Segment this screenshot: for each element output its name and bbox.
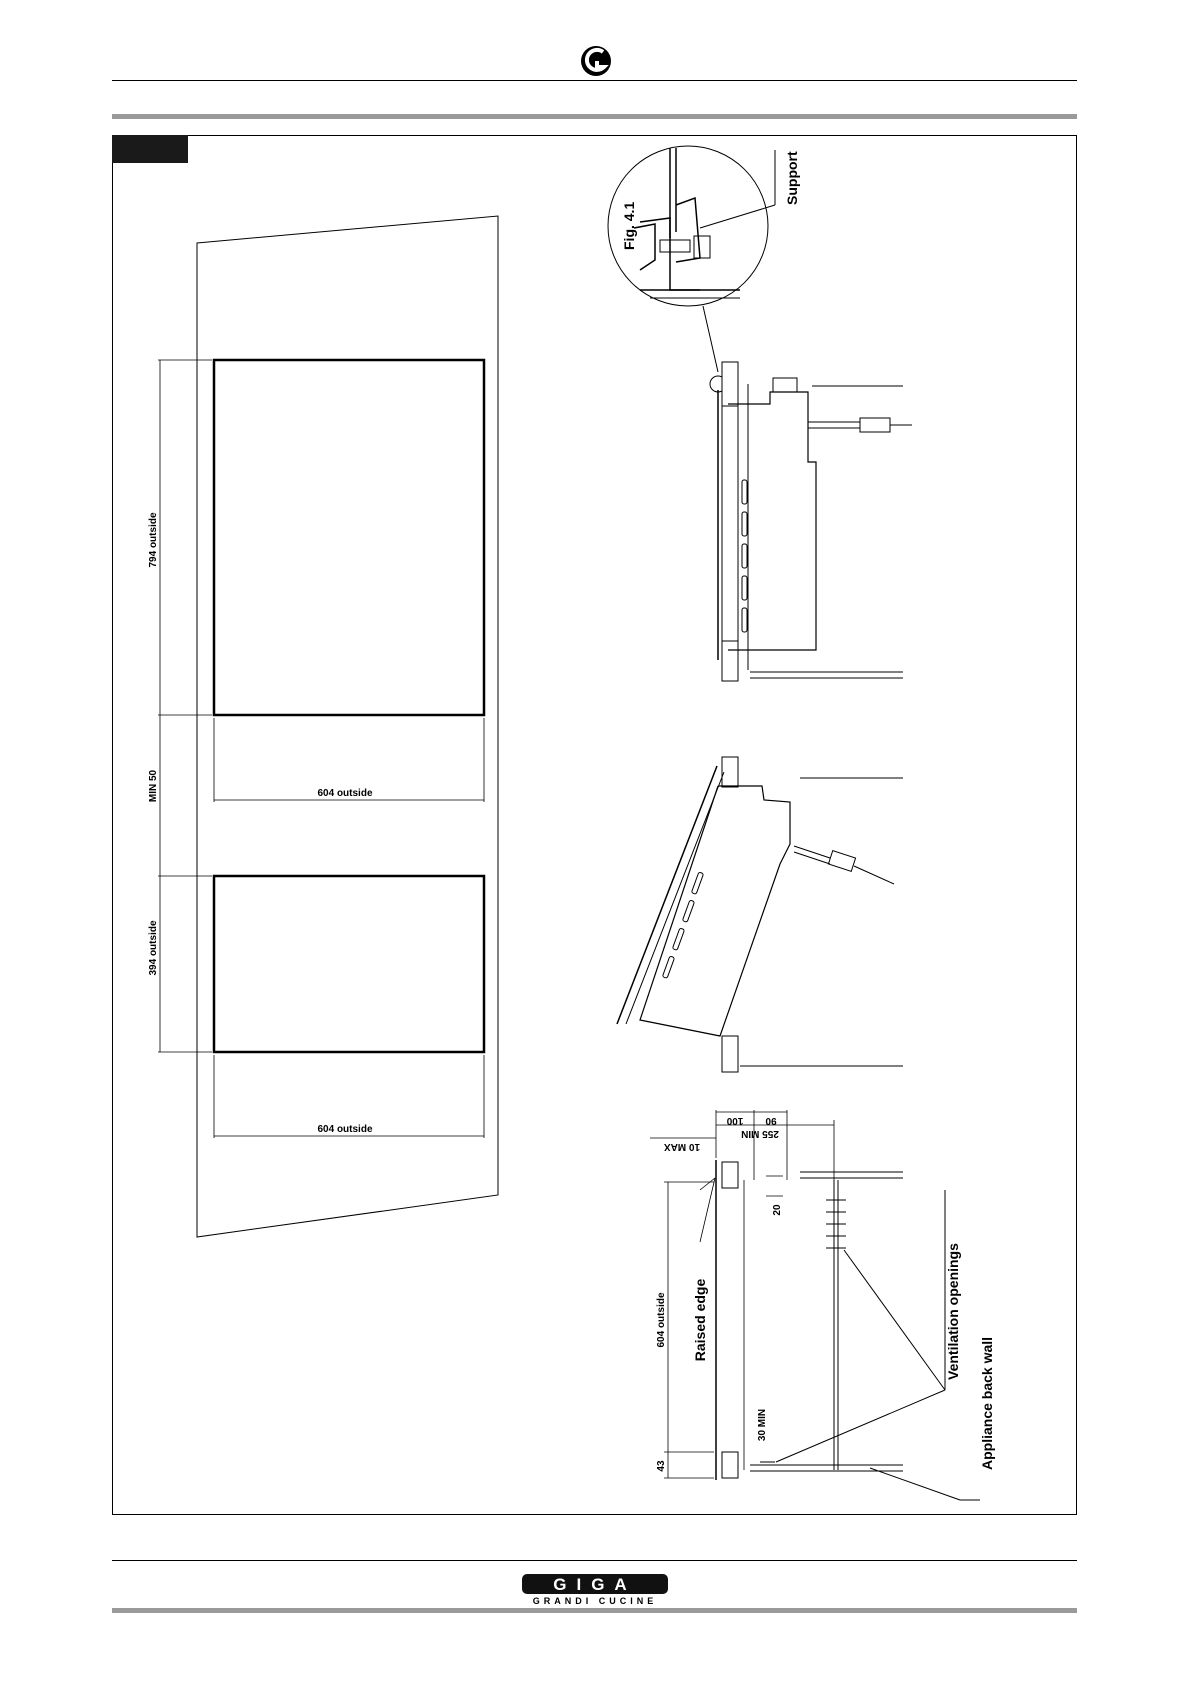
giga-logo-icon bbox=[520, 1572, 670, 1596]
cutout-2 bbox=[214, 876, 484, 1052]
dim-30-min-label: 30 MIN bbox=[757, 1408, 768, 1442]
wall-panel bbox=[197, 216, 498, 1237]
cutout-1-height-label: 794 outside bbox=[148, 512, 159, 568]
dim-100-label: 100 bbox=[726, 1115, 744, 1126]
dim-43-label: 43 bbox=[656, 1460, 667, 1472]
fig-label: Fig. 4.1 bbox=[621, 201, 637, 250]
brand-subtitle: GRANDI CUCINE bbox=[532, 1596, 658, 1606]
appliance-view-1 bbox=[718, 362, 912, 681]
dim-90-label: 90 bbox=[765, 1115, 777, 1126]
detail-support-drawing bbox=[634, 148, 740, 298]
dim-10-max-label: 10 MAX bbox=[663, 1141, 701, 1152]
footer-rule-thick bbox=[112, 1608, 1077, 1613]
dim-20-label: 20 bbox=[772, 1204, 783, 1216]
raised-edge-label: Raised edge bbox=[692, 1278, 708, 1362]
cutout-1 bbox=[214, 360, 484, 715]
appliance-view-2 bbox=[617, 757, 903, 1072]
cutout-2-height-label: 394 outside bbox=[148, 920, 159, 976]
footer-rule bbox=[112, 1560, 1077, 1561]
dim-255-min-label: 255 MIN bbox=[741, 1128, 779, 1139]
support-label: Support bbox=[784, 151, 800, 205]
gap-label: MIN 50 bbox=[148, 769, 159, 803]
dim-604-outside-label: 604 outside bbox=[656, 1292, 667, 1348]
cutout-1-width-label: 604 outside bbox=[317, 788, 373, 799]
back-wall-label: Appliance back wall bbox=[979, 1336, 995, 1470]
brand-name: GIGA bbox=[553, 1575, 637, 1594]
cutout-2-width-label: 604 outside bbox=[317, 1124, 373, 1135]
appliance-section-view bbox=[650, 1110, 995, 1500]
footer-brand bbox=[520, 1572, 670, 1606]
ventilation-label: Ventilation openings bbox=[945, 1243, 961, 1380]
